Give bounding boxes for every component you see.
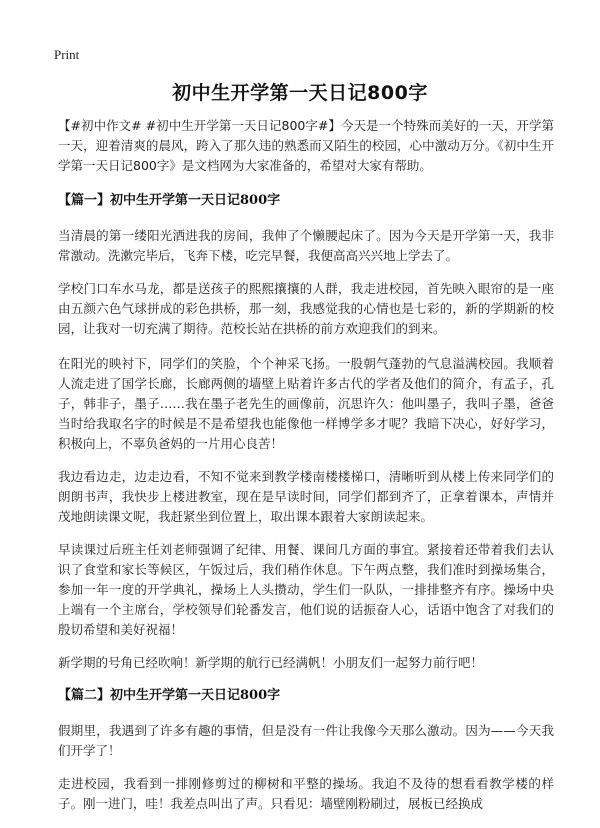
print-link[interactable]: Print [54,47,80,62]
paragraph: 走进校园，我看到一排刚修剪过的柳树和平整的操场。我迫不及待的想看看教学楼的样子。刚一进门，哇！我差点叫出了声。只看见：墙壁刚粉刷过，展板已经换成 [58,776,554,811]
section-heading: 【篇一】初中生开学第一天日记800字 [58,193,281,208]
paragraph: 在阳光的映衬下，同学们的笑脸，个个神采飞扬。一股朝气蓬勃的气息溢满校园。我顺着人流走进了国学长廊，长廊两侧的墙壁上贴着许多古代的学者及他们的简介，有孟子，孔子，韩非子，墨子……我在墨子老先生的画像前，沉思许久：他叫墨子，我叫子墨，爸爸当时给我取名字的时候是不是希望我也能像他一样博学多才呢？我暗下决心，好好学习，积极向上，不辜负爸妈的一片用心良苦！ [58,356,554,451]
paragraph: 当清晨的第一缕阳光洒进我的房间，我伸了个懒腰起床了。因为今天是开学第一天，我非常激动。洗漱完毕后，飞奔下楼，吃完早餐，我便高高兴兴地上学去了。 [58,228,554,263]
article-body [58,116,554,814]
paragraph: 假期里，我遇到了许多有趣的事情，但是没有一件让我像今天那么激动。因为——今天我们开学了！ [58,723,554,758]
page-title: 初中生开学第一天日记800字 [172,82,428,104]
paragraph: 早读课过后班主任刘老师强调了纪律、用餐、课间几方面的事宜。紧接着还带着我们去认识了食堂和家长等候区，午饭过后，我们稍作休息。下午两点整，我们准时到操场集合，参加一年一度的开学典礼，操场上人头攒动，学生们一队队，一排排整齐有序。操场中央上端有一个主席台，学校领导们轮番发言，他们说的话振奋人心，话语中饱含了对我们的殷切希望和美好祝福！ [58,542,554,637]
paragraph: 学校门口车水马龙，都是送孩子的熙熙攘攘的人群，我走进校园，首先映入眼帘的是一座由五颜六色气球拼成的彩色拱桥，那一刻，我感觉我的心情也是七彩的，新的学期新的校园，让我对一切充满了期待。范校长站在拱桥的前方欢迎我们的到来。 [58,281,554,336]
paragraph: 我边看边走，边走边看，不知不觉来到教学楼南楼楼梯口，清晰听到从楼上传来同学们的朗朗书声，我快步上楼进教室，现在是早读时间，同学们都到齐了，正拿着课本，声情并茂地朗读课文呢，我赶紧坐到位置上，取出课本跟着大家朗读起来。 [58,469,554,524]
section-heading: 【篇二】初中生开学第一天日记800字 [58,688,281,703]
paragraph: 新学期的号角已经吹响！新学期的航行已经满帆！小朋友们一起努力前行吧！ [58,655,484,670]
intro-paragraph: 【#初中作文# #初中生开学第一天日记800字#】今天是一个特殊而美好的一天，开学第一天，迎着清爽的晨风，跨入了那久违的熟悉而又陌生的校园，心中激动万分。《初中生开学第一天日记800字》是文档网为大家准备的，希望对大家有帮助。 [58,118,554,173]
